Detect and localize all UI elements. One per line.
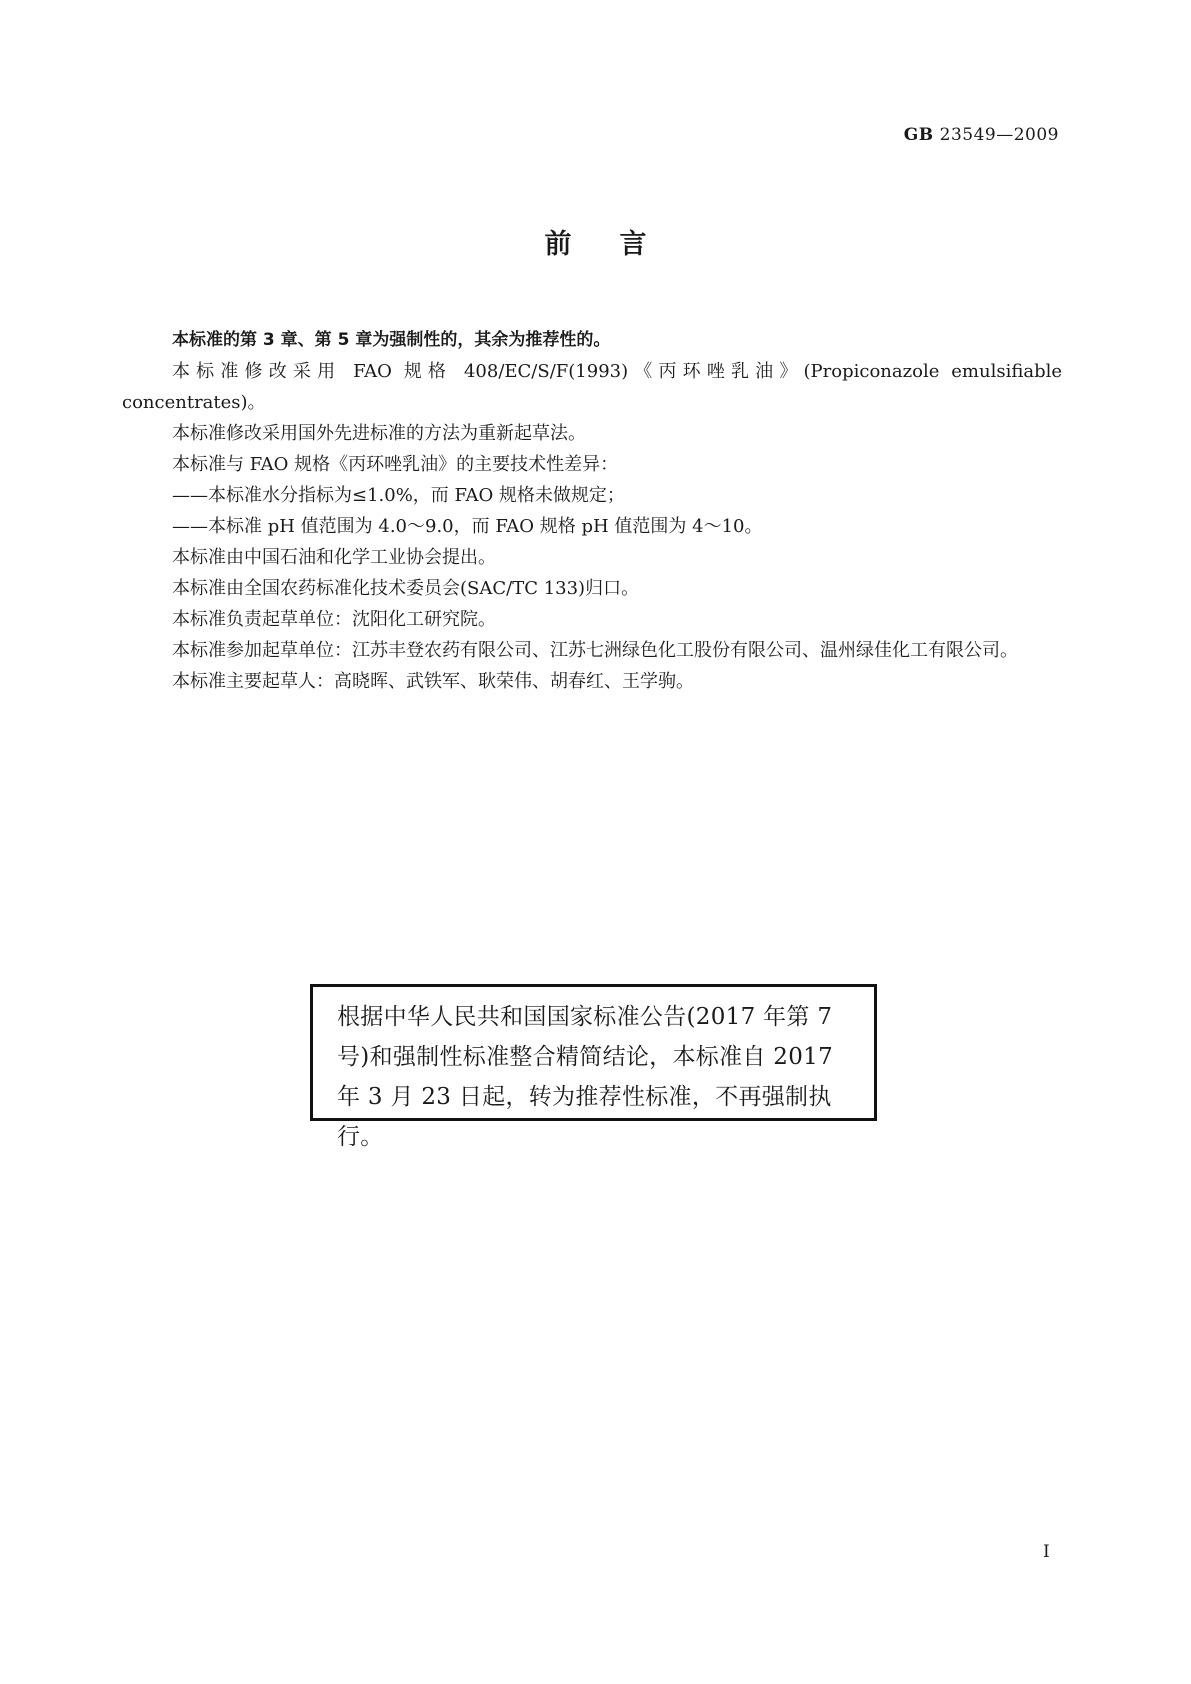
paragraph-proposer: 本标准由中国石油和化学工业协会提出。 xyxy=(172,547,496,568)
paragraph-drafters: 本标准主要起草人：高晓晖、武铁军、耿荣伟、胡春红、王学驹。 xyxy=(172,671,694,692)
difference-moisture: ——本标准水分指标为≤1.0%，而 FAO 规格未做规定； xyxy=(172,485,625,506)
paragraph-method: 本标准修改采用国外先进标准的方法为重新起草法。 xyxy=(172,423,586,444)
standard-number xyxy=(904,125,1059,145)
standard-code: 23549—2009 xyxy=(939,125,1059,145)
standard-prefix: GB xyxy=(903,125,934,145)
foreword-body xyxy=(122,325,1062,697)
difference-ph: ——本标准 pH 值范围为 4.0～9.0，而 FAO 规格 pH 值范围为 4～10。 xyxy=(172,516,763,537)
paragraph-mandatory-chapters: 本标准的第 3 章、第 5 章为强制性的，其余为推荐性的。 xyxy=(172,330,611,350)
paragraph-committee: 本标准由全国农药标准化技术委员会(SAC/TC 133)归口。 xyxy=(172,578,640,599)
paragraph-differences: 本标准与 FAO 规格《丙环唑乳油》的主要技术性差异： xyxy=(172,454,619,475)
page-title: 前言 xyxy=(544,229,695,260)
page-number: I xyxy=(1043,1542,1050,1562)
paragraph-adoption: 本标准修改采用 FAO 规格 408/EC/S/F(1993)《丙环唑乳油》(Propiconazole emulsifiable concentrates)。 xyxy=(122,361,1062,413)
paragraph-participating-drafters: 本标准参加起草单位：江苏丰登农药有限公司、江苏七洲绿色化工股份有限公司、温州绿佳化工有限公司。 xyxy=(172,640,1018,661)
notice-box: 根据中华人民共和国国家标准公告(2017 年第 7 号)和强制性标准整合精简结论，本标准自 2017 年 3 月 23 日起，转为推荐性标准，不再强制执行。 xyxy=(310,984,877,1121)
paragraph-lead-drafter: 本标准负责起草单位：沈阳化工研究院。 xyxy=(172,609,496,630)
